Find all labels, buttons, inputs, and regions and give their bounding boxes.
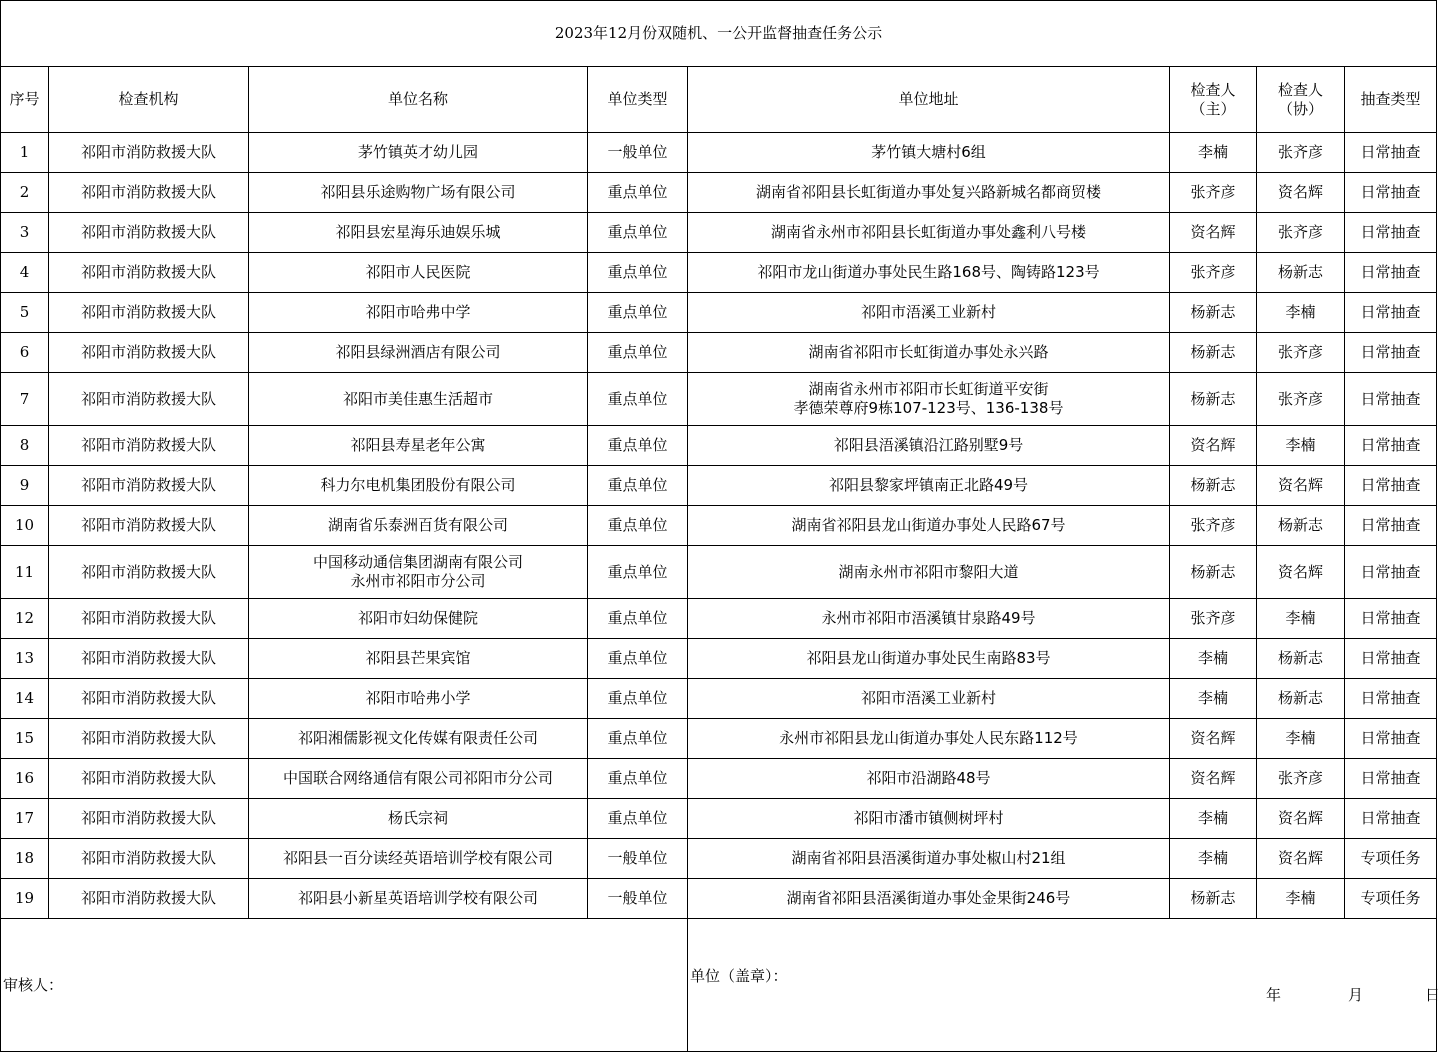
cell-check-type: 日常抽查 (1345, 293, 1437, 333)
cell-org: 祁阳市消防救援大队 (49, 373, 249, 426)
cell-name-line: 祁阳县绿洲酒店有限公司 (335, 343, 501, 361)
table-row (1, 466, 1437, 506)
cell-name-line: 中国移动通信集团湖南有限公司 (312, 553, 523, 571)
cell-address (688, 719, 1170, 759)
cell-org: 祁阳市消防救援大队 (49, 719, 249, 759)
reviewer-label: 审核人： (3, 976, 64, 994)
cell-org: 祁阳市消防救援大队 (49, 879, 249, 919)
table-row (1, 719, 1437, 759)
cell-seq: 15 (1, 719, 49, 759)
unit-seal-label: 单位（盖章）： (690, 967, 788, 985)
cell-name-line: 中国联合网络通信有限公司祁阳市分公司 (282, 769, 553, 787)
cell-inspector-main: 李楠 (1170, 799, 1257, 839)
cell-seq: 2 (1, 173, 49, 213)
date-month-label: 月 (1348, 986, 1364, 1004)
cell-name (249, 466, 588, 506)
cell-check-type: 日常抽查 (1345, 213, 1437, 253)
cell-address (688, 506, 1170, 546)
cell-org: 祁阳市消防救援大队 (49, 839, 249, 879)
cell-type: 重点单位 (588, 293, 688, 333)
cell-type: 重点单位 (588, 546, 688, 599)
cell-name (249, 799, 588, 839)
table-row (1, 133, 1437, 173)
cell-check-type: 日常抽查 (1345, 373, 1437, 426)
cell-org: 祁阳市消防救援大队 (49, 799, 249, 839)
cell-type: 重点单位 (588, 466, 688, 506)
cell-type: 重点单位 (588, 426, 688, 466)
cell-address-line: 祁阳市浯溪工业新村 (860, 303, 996, 321)
cell-check-type: 日常抽查 (1345, 253, 1437, 293)
cell-type: 重点单位 (588, 799, 688, 839)
cell-check-type: 日常抽查 (1345, 759, 1437, 799)
cell-name-line: 祁阳县乐途购物广场有限公司 (320, 183, 516, 201)
cell-address-line: 祁阳市浯溪工业新村 (860, 689, 996, 707)
table-row (1, 213, 1437, 253)
cell-org: 祁阳市消防救援大队 (49, 426, 249, 466)
cell-inspector-main: 张齐彦 (1170, 506, 1257, 546)
cell-seq: 7 (1, 373, 49, 426)
table-row (1, 546, 1437, 599)
cell-name (249, 879, 588, 919)
cell-org: 祁阳市消防救援大队 (49, 506, 249, 546)
page-title: 2023年12月份双随机、一公开监督抽查任务公示 (1, 1, 1437, 67)
cell-address (688, 293, 1170, 333)
cell-address-line: 永州市祁阳市浯溪镇甘泉路49号 (821, 609, 1036, 627)
cell-name-line: 永州市祁阳市分公司 (350, 572, 486, 590)
table-row (1, 799, 1437, 839)
cell-seq: 12 (1, 599, 49, 639)
cell-inspector-assist: 资名辉 (1257, 799, 1345, 839)
cell-inspector-assist: 李楠 (1257, 293, 1345, 333)
cell-seq: 6 (1, 333, 49, 373)
table-row (1, 333, 1437, 373)
cell-inspector-main: 李楠 (1170, 639, 1257, 679)
footer-row (1, 919, 1437, 1052)
table-row (1, 373, 1437, 426)
cell-check-type: 日常抽查 (1345, 639, 1437, 679)
cell-address-line: 祁阳县龙山街道办事处民生南路83号 (806, 649, 1051, 667)
cell-org: 祁阳市消防救援大队 (49, 213, 249, 253)
cell-seq: 19 (1, 879, 49, 919)
table-row (1, 173, 1437, 213)
cell-inspector-assist: 李楠 (1257, 879, 1345, 919)
header-org: 检查机构 (49, 67, 249, 133)
cell-address (688, 133, 1170, 173)
table-row (1, 639, 1437, 679)
cell-org: 祁阳市消防救援大队 (49, 133, 249, 173)
cell-type: 重点单位 (588, 639, 688, 679)
cell-address-line: 湖南省祁阳市长虹街道办事处永兴路 (808, 343, 1049, 361)
cell-seq: 16 (1, 759, 49, 799)
cell-inspector-main: 张齐彦 (1170, 173, 1257, 213)
cell-name-line: 杨氏宗祠 (387, 809, 448, 827)
header-inspector-main-line2: （主） (1190, 99, 1236, 118)
cell-type: 重点单位 (588, 719, 688, 759)
cell-address-line: 祁阳市龙山街道办事处民生路168号、陶铸路123号 (757, 263, 1100, 281)
cell-type: 重点单位 (588, 373, 688, 426)
cell-name (249, 133, 588, 173)
cell-inspector-main: 杨新志 (1170, 293, 1257, 333)
cell-seq: 17 (1, 799, 49, 839)
cell-seq: 9 (1, 466, 49, 506)
cell-inspector-main: 李楠 (1170, 839, 1257, 879)
cell-inspector-assist: 杨新志 (1257, 639, 1345, 679)
cell-type: 重点单位 (588, 253, 688, 293)
cell-name-line: 祁阳市哈弗中学 (365, 303, 471, 321)
cell-check-type: 专项任务 (1345, 839, 1437, 879)
cell-name (249, 546, 588, 599)
cell-address-line: 湖南省永州市祁阳县长虹街道办事处鑫利八号楼 (770, 223, 1086, 241)
cell-address-line: 祁阳县浯溪镇沿江路别墅9号 (833, 436, 1024, 454)
cell-inspector-assist: 张齐彦 (1257, 133, 1345, 173)
cell-check-type: 专项任务 (1345, 879, 1437, 919)
cell-address-line: 祁阳市沿湖路48号 (866, 769, 991, 787)
cell-address-line: 孝德荣尊府9栋107-123号、136-138号 (793, 399, 1064, 417)
cell-inspector-main: 张齐彦 (1170, 253, 1257, 293)
cell-inspector-main: 杨新志 (1170, 333, 1257, 373)
cell-name-line: 祁阳市妇幼保健院 (357, 609, 478, 627)
cell-check-type: 日常抽查 (1345, 173, 1437, 213)
cell-inspector-main: 张齐彦 (1170, 599, 1257, 639)
table-row (1, 599, 1437, 639)
cell-seq: 1 (1, 133, 49, 173)
cell-name (249, 373, 588, 426)
cell-name-line: 祁阳湘儒影视文化传媒有限责任公司 (297, 729, 538, 747)
cell-inspector-assist: 李楠 (1257, 719, 1345, 759)
cell-seq: 11 (1, 546, 49, 599)
cell-inspector-assist: 杨新志 (1257, 506, 1345, 546)
header-inspector-assist-line2: （协） (1277, 99, 1323, 118)
cell-inspector-assist: 资名辉 (1257, 466, 1345, 506)
cell-address-line: 湖南省祁阳县长虹街道办事处复兴路新城名都商贸楼 (755, 183, 1101, 201)
table-row (1, 293, 1437, 333)
header-seq: 序号 (1, 67, 49, 133)
cell-seq: 10 (1, 506, 49, 546)
cell-address-line: 祁阳市潘市镇侧树坪村 (853, 809, 1004, 827)
cell-address-line: 湖南省祁阳县龙山街道办事处人民路67号 (791, 516, 1066, 534)
cell-type: 重点单位 (588, 506, 688, 546)
cell-seq: 8 (1, 426, 49, 466)
cell-seq: 3 (1, 213, 49, 253)
cell-inspector-assist: 李楠 (1257, 426, 1345, 466)
cell-name-line: 祁阳县芒果宾馆 (365, 649, 471, 667)
cell-check-type: 日常抽查 (1345, 333, 1437, 373)
cell-check-type: 日常抽查 (1345, 426, 1437, 466)
cell-name-line: 科力尔电机集团股份有限公司 (320, 476, 516, 494)
cell-name (249, 599, 588, 639)
header-inspector-main (1170, 67, 1257, 133)
table-row (1, 839, 1437, 879)
cell-inspector-main: 李楠 (1170, 133, 1257, 173)
cell-name (249, 213, 588, 253)
cell-inspector-assist: 资名辉 (1257, 839, 1345, 879)
cell-address (688, 373, 1170, 426)
table-row (1, 253, 1437, 293)
cell-name-line: 茅竹镇英才幼儿园 (357, 143, 478, 161)
cell-seq: 13 (1, 639, 49, 679)
cell-org: 祁阳市消防救援大队 (49, 679, 249, 719)
cell-inspector-assist: 杨新志 (1257, 253, 1345, 293)
cell-name-line: 祁阳市人民医院 (365, 263, 471, 281)
cell-org: 祁阳市消防救援大队 (49, 546, 249, 599)
cell-inspector-main: 李楠 (1170, 679, 1257, 719)
cell-inspector-main: 杨新志 (1170, 466, 1257, 506)
cell-type: 一般单位 (588, 879, 688, 919)
cell-address-line: 湖南永州市祁阳市黎阳大道 (838, 562, 1019, 581)
footer-reviewer-cell (1, 919, 688, 1052)
date-year-label: 年 (1266, 986, 1282, 1004)
header-row (1, 67, 1437, 133)
header-type: 单位类型 (588, 67, 688, 133)
date-day-label: 日 (1425, 986, 1440, 1004)
cell-type: 重点单位 (588, 599, 688, 639)
cell-inspector-main: 资名辉 (1170, 719, 1257, 759)
cell-address-line: 湖南省永州市祁阳市长虹街道平安街 (808, 380, 1049, 398)
cell-inspector-main: 资名辉 (1170, 426, 1257, 466)
cell-seq: 4 (1, 253, 49, 293)
cell-type: 重点单位 (588, 173, 688, 213)
cell-address-line: 茅竹镇大塘村6组 (871, 143, 986, 161)
cell-inspector-assist: 资名辉 (1257, 546, 1345, 599)
cell-address (688, 466, 1170, 506)
cell-address (688, 639, 1170, 679)
cell-seq: 14 (1, 679, 49, 719)
cell-address (688, 839, 1170, 879)
cell-type: 重点单位 (588, 333, 688, 373)
cell-seq: 5 (1, 293, 49, 333)
cell-name (249, 293, 588, 333)
cell-name (249, 333, 588, 373)
cell-name-line: 祁阳市哈弗小学 (365, 689, 471, 707)
cell-org: 祁阳市消防救援大队 (49, 173, 249, 213)
cell-name-line: 祁阳县寿星老年公寓 (350, 436, 486, 454)
cell-address-line: 祁阳县黎家坪镇南正北路49号 (828, 476, 1029, 494)
cell-name (249, 639, 588, 679)
cell-type: 重点单位 (588, 679, 688, 719)
table-row (1, 679, 1437, 719)
cell-name (249, 679, 588, 719)
table-row (1, 426, 1437, 466)
cell-type: 一般单位 (588, 839, 688, 879)
table-row (1, 759, 1437, 799)
cell-check-type: 日常抽查 (1345, 466, 1437, 506)
cell-address-line: 永州市祁阳县龙山街道办事处人民东路112号 (779, 729, 1078, 747)
cell-name (249, 759, 588, 799)
cell-inspector-assist: 张齐彦 (1257, 333, 1345, 373)
cell-check-type: 日常抽查 (1345, 506, 1437, 546)
cell-check-type: 日常抽查 (1345, 546, 1437, 599)
cell-type: 重点单位 (588, 213, 688, 253)
cell-check-type: 日常抽查 (1345, 599, 1437, 639)
header-check-type: 抽查类型 (1345, 67, 1437, 133)
cell-name-line: 湖南省乐泰洲百货有限公司 (327, 516, 508, 534)
cell-check-type: 日常抽查 (1345, 719, 1437, 759)
header-inspector-assist (1257, 67, 1345, 133)
cell-address (688, 879, 1170, 919)
cell-check-type: 日常抽查 (1345, 679, 1437, 719)
cell-address (688, 799, 1170, 839)
cell-name-line: 祁阳县宏星海乐迪娱乐城 (335, 223, 501, 241)
cell-address (688, 173, 1170, 213)
header-address: 单位地址 (688, 67, 1170, 133)
cell-inspector-main: 杨新志 (1170, 879, 1257, 919)
cell-inspector-assist: 张齐彦 (1257, 373, 1345, 426)
cell-seq: 18 (1, 839, 49, 879)
cell-org: 祁阳市消防救援大队 (49, 759, 249, 799)
table-row (1, 879, 1437, 919)
cell-name (249, 506, 588, 546)
cell-name (249, 426, 588, 466)
cell-type: 一般单位 (588, 133, 688, 173)
cell-org: 祁阳市消防救援大队 (49, 466, 249, 506)
footer-unit-cell (688, 919, 1440, 1052)
cell-name-line: 祁阳市美佳惠生活超市 (342, 389, 493, 408)
cell-org: 祁阳市消防救援大队 (49, 639, 249, 679)
cell-name (249, 719, 588, 759)
table-row (1, 506, 1437, 546)
cell-inspector-main: 杨新志 (1170, 373, 1257, 426)
cell-address-line: 湖南省祁阳县浯溪街道办事处金果街246号 (786, 889, 1071, 907)
cell-type: 重点单位 (588, 759, 688, 799)
cell-org: 祁阳市消防救援大队 (49, 333, 249, 373)
cell-inspector-assist: 杨新志 (1257, 679, 1345, 719)
cell-org: 祁阳市消防救援大队 (49, 253, 249, 293)
header-inspector-assist-line1: 检查人 (1277, 80, 1323, 99)
cell-org: 祁阳市消防救援大队 (49, 599, 249, 639)
cell-inspector-main: 资名辉 (1170, 759, 1257, 799)
cell-address (688, 599, 1170, 639)
header-inspector-main-line1: 检查人 (1190, 80, 1236, 99)
table-body (1, 133, 1437, 919)
cell-address (688, 679, 1170, 719)
cell-check-type: 日常抽查 (1345, 799, 1437, 839)
cell-inspector-assist: 张齐彦 (1257, 759, 1345, 799)
cell-inspector-assist: 资名辉 (1257, 173, 1345, 213)
cell-inspector-assist: 张齐彦 (1257, 213, 1345, 253)
cell-name-line: 祁阳县一百分读经英语培训学校有限公司 (282, 849, 553, 867)
cell-address (688, 213, 1170, 253)
cell-address (688, 253, 1170, 293)
cell-name (249, 253, 588, 293)
cell-name-line: 祁阳县小新星英语培训学校有限公司 (297, 889, 538, 907)
cell-org: 祁阳市消防救援大队 (49, 293, 249, 333)
cell-address (688, 546, 1170, 599)
cell-name (249, 173, 588, 213)
cell-name (249, 839, 588, 879)
cell-check-type: 日常抽查 (1345, 133, 1437, 173)
cell-address (688, 759, 1170, 799)
cell-inspector-main: 资名辉 (1170, 213, 1257, 253)
cell-inspector-assist: 李楠 (1257, 599, 1345, 639)
cell-address (688, 333, 1170, 373)
cell-address (688, 426, 1170, 466)
cell-inspector-main: 杨新志 (1170, 546, 1257, 599)
cell-address-line: 湖南省祁阳县浯溪街道办事处椒山村21组 (791, 849, 1066, 867)
header-name: 单位名称 (249, 67, 588, 133)
